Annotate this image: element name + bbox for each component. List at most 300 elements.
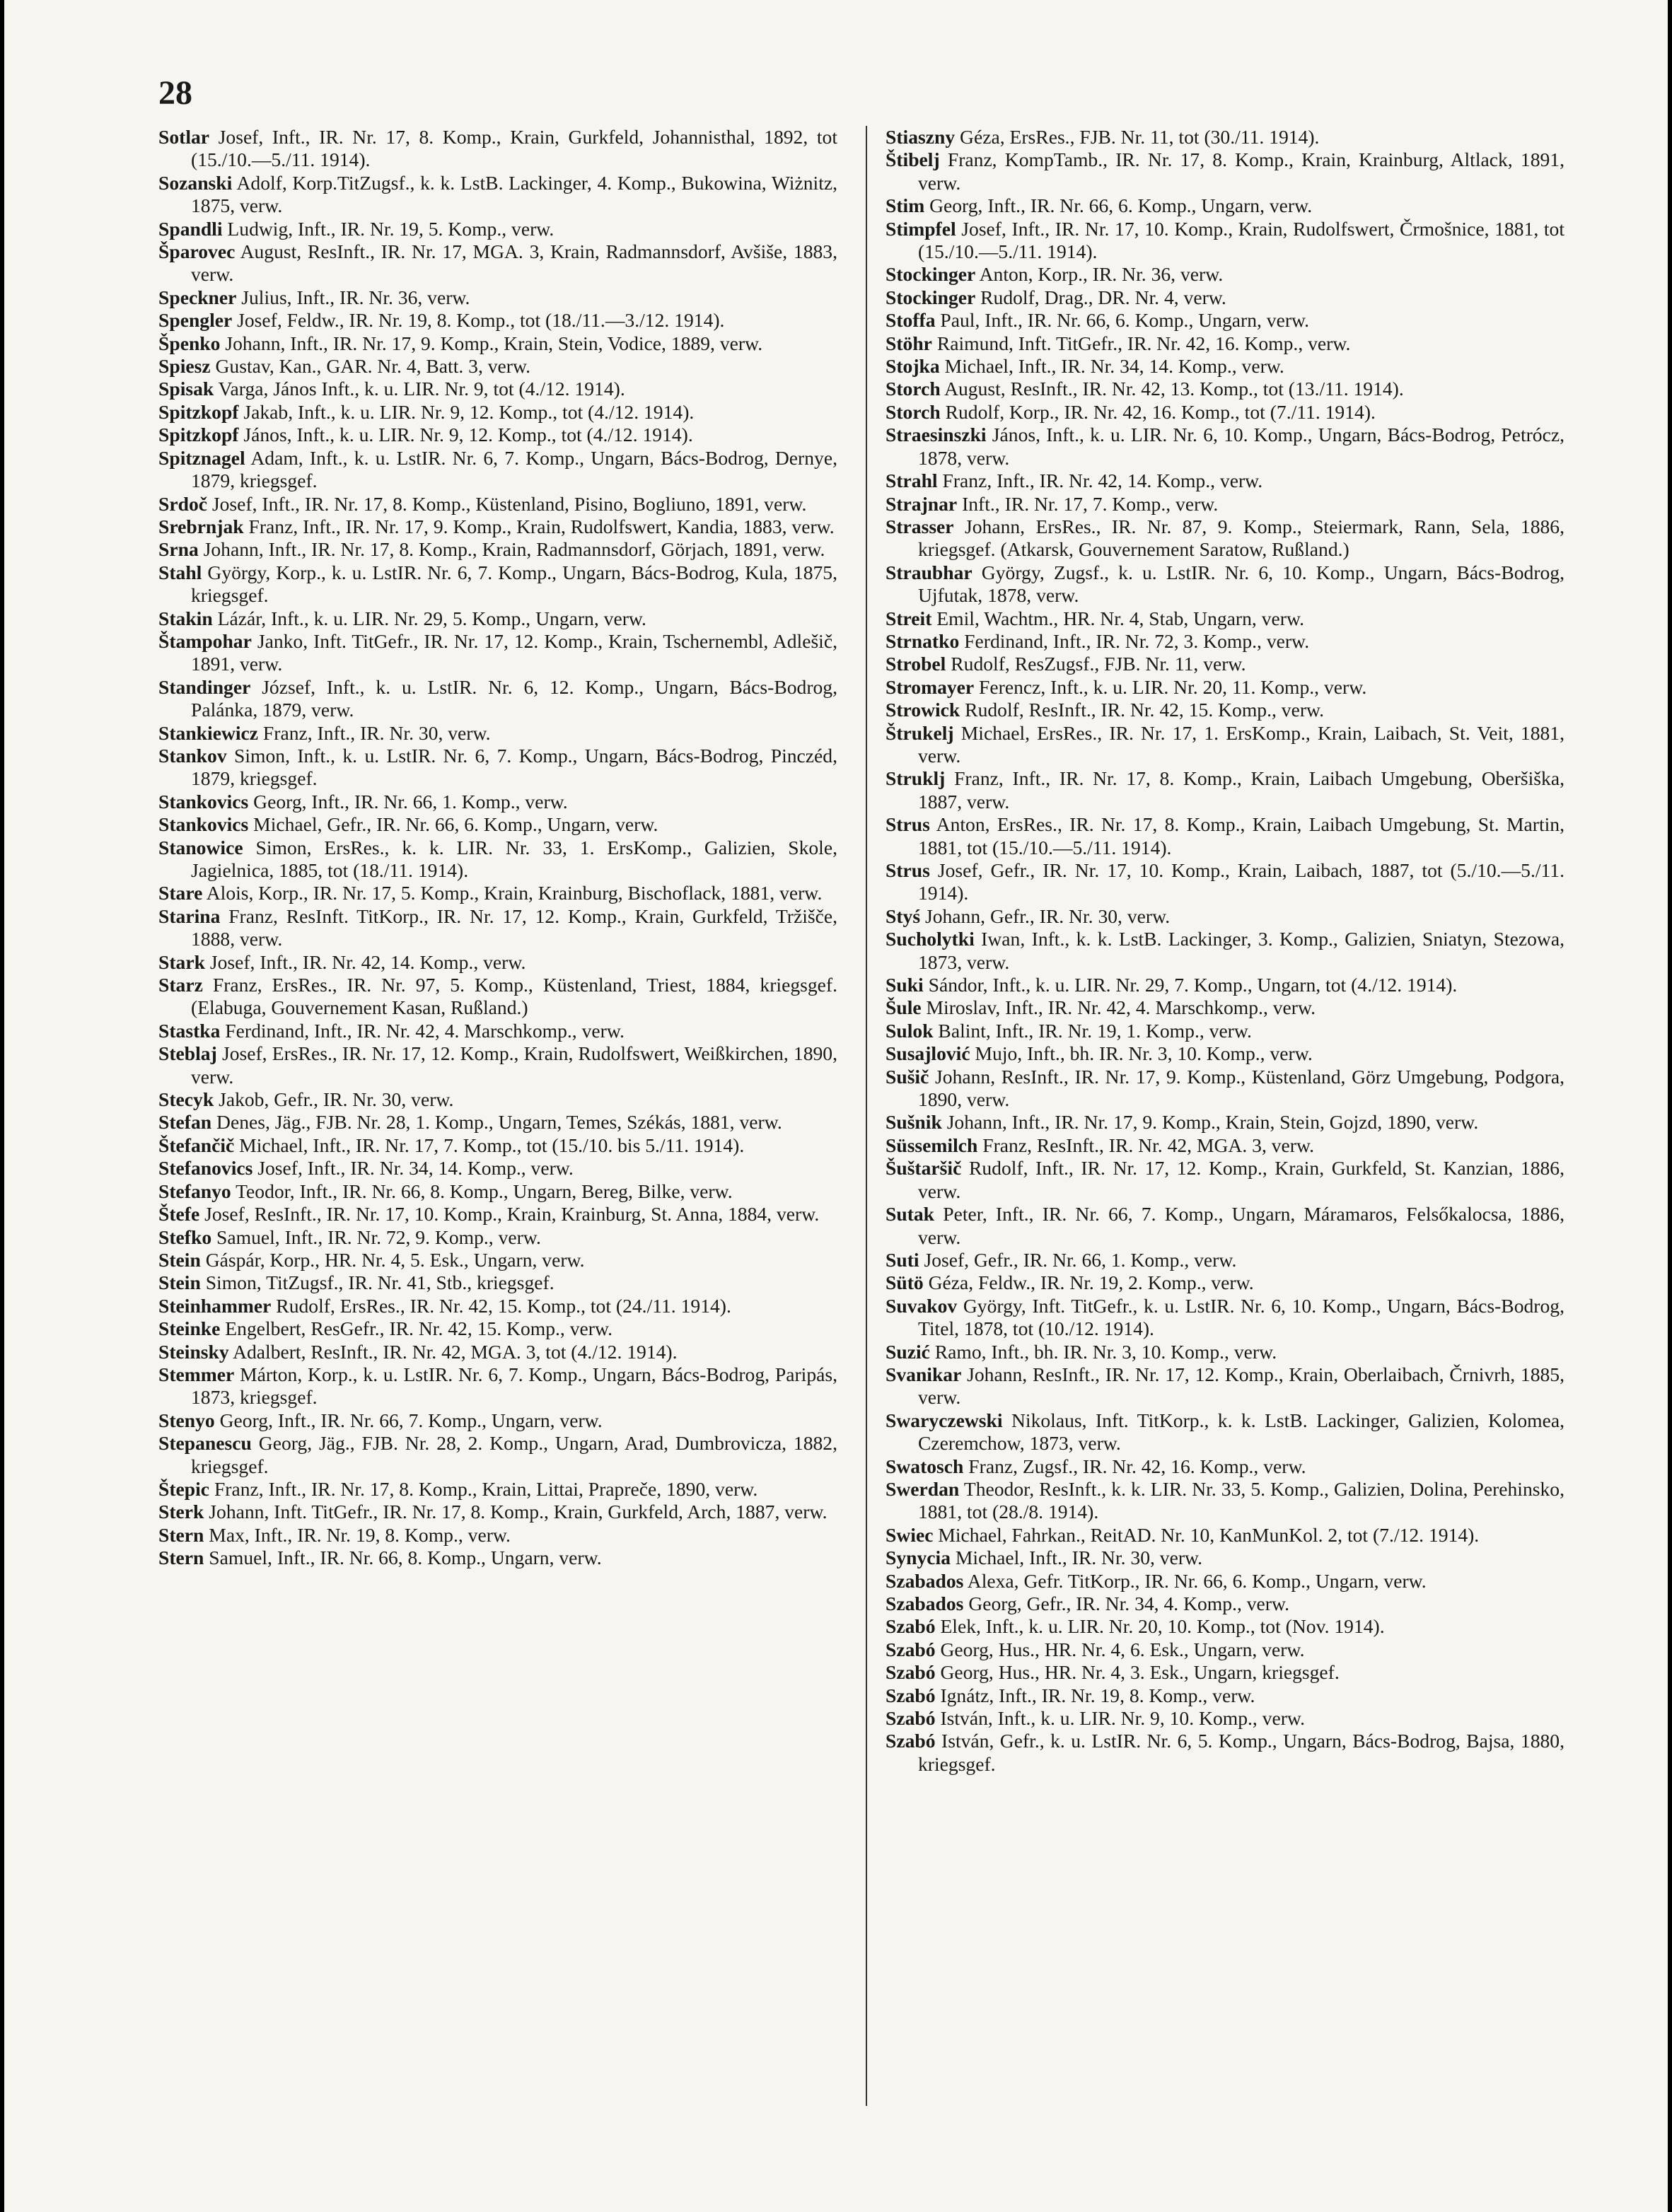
- entry-details: Anton, Korp., IR. Nr. 36, verw.: [975, 263, 1224, 286]
- entry-surname: Strobel: [886, 653, 946, 675]
- left-column: [158, 126, 837, 1570]
- list-entry: [158, 722, 837, 745]
- entry-details: August, ResInft., IR. Nr. 42, 13. Komp., tot (13./11. 1914).: [940, 378, 1404, 400]
- entry-surname: Sozanski: [158, 171, 233, 194]
- list-entry: [886, 1066, 1564, 1112]
- entry-surname: Stern: [158, 1547, 204, 1569]
- entry-surname: Štampohar: [158, 629, 252, 652]
- entry-surname: Sulok: [886, 1019, 934, 1042]
- entry-details: Ramo, Inft., bh. IR. Nr. 3, 10. Komp., verw.: [929, 1340, 1277, 1363]
- entry-details: Theodor, ResInft., k. k. LIR. Nr. 33, 5. Komp., Galizien, Dolina, Perehinsko, 1881, tot (28./8. 1914).: [918, 1477, 1564, 1523]
- list-entry: [158, 1409, 837, 1432]
- list-entry: [886, 722, 1564, 768]
- list-entry: [886, 1157, 1564, 1203]
- list-entry: [158, 1547, 837, 1569]
- entry-surname: Stefanovics: [158, 1157, 253, 1180]
- entry-surname: Stankovics: [158, 790, 249, 813]
- entry-surname: Strasser: [886, 515, 954, 537]
- list-entry: [886, 859, 1564, 905]
- entry-details: János, Inft., k. u. LIR. Nr. 9, 12. Komp., tot (4./12. 1914).: [238, 424, 693, 446]
- entry-details: Elek, Inft., k. u. LIR. Nr. 20, 10. Komp., tot (Nov. 1914).: [935, 1615, 1385, 1638]
- entry-surname: Špenko: [158, 332, 221, 354]
- list-entry: [886, 1547, 1564, 1569]
- entry-surname: Stepanescu: [158, 1432, 252, 1455]
- entry-surname: Steinsky: [158, 1340, 229, 1363]
- list-entry: [886, 1524, 1564, 1547]
- entry-surname: Strus: [886, 813, 930, 836]
- entry-details: Georg, Hus., HR. Nr. 4, 3. Esk., Ungarn, kriegsgef.: [935, 1661, 1340, 1684]
- entry-details: Franz, Inft., IR. Nr. 17, 8. Komp., Krain, Laibach Umgebung, Oberšiška, 1887, verw.: [918, 767, 1564, 813]
- entry-details: Ignátz, Inft., IR. Nr. 19, 8. Komp., verw.: [935, 1684, 1255, 1706]
- entry-details: György, Korp., k. u. LstIR. Nr. 6, 7. Komp., Ungarn, Bács-Bodrog, Kula, 1875, kriegsgef.: [191, 561, 837, 607]
- list-entry: [158, 1226, 837, 1249]
- entry-surname: Strahl: [886, 470, 938, 492]
- entry-surname: Stare: [158, 882, 203, 904]
- list-entry: [158, 1180, 837, 1203]
- entry-surname: Szabó: [886, 1638, 936, 1660]
- entry-surname: Stenyo: [158, 1409, 215, 1431]
- entry-details: Jakab, Inft., k. u. LIR. Nr. 9, 12. Komp., tot (4./12. 1914).: [238, 400, 695, 423]
- entry-surname: Srebrnjak: [158, 515, 244, 537]
- list-entry: [158, 1317, 837, 1340]
- list-entry: [158, 1363, 837, 1409]
- entry-details: Gáspár, Korp., HR. Nr. 4, 5. Esk., Ungarn, verw.: [200, 1248, 585, 1271]
- entry-details: Franz, Inft., IR. Nr. 17, 9. Komp., Krain, Rudolfswert, Kandia, 1883, verw.: [243, 515, 835, 537]
- list-entry: [158, 1203, 837, 1226]
- entry-details: Michael, Inft., IR. Nr. 30, verw.: [951, 1547, 1203, 1569]
- list-entry: [886, 1363, 1564, 1409]
- entry-details: Sándor, Inft., k. u. LIR. Nr. 29, 7. Komp., Ungarn, tot (4./12. 1914).: [923, 974, 1458, 996]
- entry-surname: Sotlar: [158, 126, 210, 148]
- list-entry: [886, 630, 1564, 653]
- entry-details: Josef, Inft., IR. Nr. 17, 8. Komp., Krain, Gurkfeld, Johannisthal, 1892, tot (15./10.—5./11. 1914).: [191, 126, 837, 171]
- list-entry: [158, 676, 837, 722]
- entry-details: Alexa, Gefr. TitKorp., IR. Nr. 66, 6. Komp., Ungarn, verw.: [963, 1569, 1427, 1592]
- entry-surname: Strus: [886, 859, 930, 881]
- list-entry: [886, 378, 1564, 400]
- list-entry: [886, 309, 1564, 332]
- entry-details: Josef, Inft., IR. Nr. 17, 10. Komp., Krain, Rudolfswert, Črmošnice, 1881, tot (15./10.—5./11. 1914).: [918, 217, 1564, 263]
- entry-details: Johann, ErsRes., IR. Nr. 87, 9. Komp., Steiermark, Rann, Sela, 1886, kriegsgef. (Atkarsk, Gouvernement Saratow, Rußland.): [918, 515, 1564, 561]
- list-entry: [886, 1111, 1564, 1134]
- entry-details: Gustav, Kan., GAR. Nr. 4, Batt. 3, verw.: [210, 355, 531, 378]
- entry-surname: Szabados: [886, 1569, 964, 1592]
- list-entry: [158, 1111, 837, 1134]
- entry-surname: Suki: [886, 974, 924, 996]
- entry-surname: Storch: [886, 400, 941, 423]
- list-entry: [886, 493, 1564, 516]
- entry-details: Rudolf, ResInft., IR. Nr. 42, 15. Komp., verw.: [960, 699, 1325, 721]
- list-entry: [886, 928, 1564, 974]
- list-entry: [158, 1432, 837, 1478]
- entry-details: Georg, Hus., HR. Nr. 4, 6. Esk., Ungarn, verw.: [935, 1638, 1305, 1660]
- entry-surname: Stark: [158, 950, 205, 973]
- list-entry: [886, 1707, 1564, 1730]
- entry-details: Michael, Inft., IR. Nr. 17, 7. Komp., tot (15./10. bis 5./11. 1914).: [234, 1134, 745, 1156]
- entry-details: Michael, ErsRes., IR. Nr. 17, 1. ErsKomp., Krain, Laibach, St. Veit, 1881, verw.: [918, 721, 1564, 767]
- entry-details: Georg, Inft., IR. Nr. 66, 7. Komp., Ungarn, verw.: [214, 1409, 603, 1431]
- list-entry: [158, 1249, 837, 1271]
- list-entry: [886, 767, 1564, 813]
- entry-details: Michael, Inft., IR. Nr. 34, 14. Komp., verw.: [939, 355, 1284, 378]
- entry-details: Josef, ResInft., IR. Nr. 17, 10. Komp., Krain, Krainburg, St. Anna, 1884, verw.: [199, 1203, 820, 1226]
- entry-surname: Synycia: [886, 1547, 951, 1569]
- entry-details: Nikolaus, Inft. TitKorp., k. k. LstB. Lackinger, Galizien, Kolomea, Czeremchow, 1873, verw.: [918, 1409, 1564, 1455]
- list-entry: [886, 355, 1564, 378]
- entry-details: Josef, ErsRes., IR. Nr. 17, 12. Komp., Krain, Rudolfswert, Weißkirchen, 1890, verw.: [191, 1042, 837, 1088]
- entry-details: Adolf, Korp.TitZugsf., k. k. LstB. Lackinger, 4. Komp., Bukowina, Wiżnitz, 1875, verw.: [191, 171, 837, 217]
- entry-details: Johann, Inft. TitGefr., IR. Nr. 17, 8. Komp., Krain, Gurkfeld, Arch, 1887, verw.: [204, 1501, 828, 1523]
- entry-details: August, ResInft., IR. Nr. 17, MGA. 3, Krain, Radmannsdorf, Avšiše, 1883, verw.: [191, 240, 837, 286]
- entry-details: György, Zugsf., k. u. LstIR. Nr. 6, 10. Komp., Ungarn, Bács-Bodrog, Ujfutak, 1878, verw.: [918, 561, 1564, 607]
- list-entry: [158, 332, 837, 355]
- list-entry: [886, 470, 1564, 492]
- list-entry: [886, 126, 1564, 149]
- entry-details: Varga, János Inft., k. u. LIR. Nr. 9, tot (4./12. 1914).: [214, 378, 625, 400]
- entry-details: Georg, Inft., IR. Nr. 66, 1. Komp., verw.: [248, 790, 568, 813]
- entry-surname: Szabó: [886, 1707, 936, 1730]
- list-entry: [886, 1593, 1564, 1615]
- right-column: [886, 126, 1564, 1776]
- list-entry: [886, 974, 1564, 996]
- entry-surname: Stromayer: [886, 675, 975, 698]
- list-entry: [158, 355, 837, 378]
- list-entry: [158, 951, 837, 974]
- entry-details: Josef, Feldw., IR. Nr. 19, 8. Komp., tot (18./11.—3./12. 1914).: [232, 309, 725, 332]
- entry-surname: Standinger: [158, 675, 251, 698]
- entry-details: Rudolf, ResZugsf., FJB. Nr. 11, verw.: [946, 653, 1246, 675]
- list-entry: [886, 1295, 1564, 1341]
- entry-details: Franz, Inft., IR. Nr. 42, 14. Komp., verw.: [937, 470, 1263, 492]
- list-entry: [158, 218, 837, 240]
- list-entry: [158, 240, 837, 286]
- list-entry: [158, 745, 837, 791]
- entry-details: Simon, TitZugsf., IR. Nr. 41, Stb., kriegsgef.: [200, 1271, 555, 1294]
- entry-details: Denes, Jäg., FJB. Nr. 28, 1. Komp., Ungarn, Temes, Székás, 1881, verw.: [211, 1111, 782, 1134]
- entry-surname: Stakin: [158, 607, 213, 629]
- entry-details: Josef, Inft., IR. Nr. 17, 8. Komp., Küstenland, Pisino, Bogliuno, 1891, verw.: [207, 492, 807, 515]
- entry-details: Franz, Zugsf., IR. Nr. 42, 16. Komp., verw.: [963, 1455, 1306, 1477]
- list-entry: [886, 1615, 1564, 1638]
- entry-details: Géza, ErsRes., FJB. Nr. 11, tot (30./11. 1914).: [955, 126, 1320, 148]
- entry-surname: Stim: [886, 194, 925, 217]
- entry-surname: Štefe: [158, 1203, 200, 1226]
- list-entry: [886, 263, 1564, 286]
- entry-details: Georg, Inft., IR. Nr. 66, 6. Komp., Ungarn, verw.: [924, 194, 1313, 217]
- entry-surname: Spitznagel: [158, 446, 245, 469]
- entry-details: István, Gefr., k. u. LstIR. Nr. 6, 5. Komp., Ungarn, Bács-Bodrog, Bajsa, 1880, kriegsgef.: [918, 1730, 1564, 1775]
- entry-surname: Swatosch: [886, 1455, 964, 1477]
- entry-details: Simon, ErsRes., k. k. LIR. Nr. 33, 1. ErsKomp., Galizien, Skole, Jagielnica, 1885, tot (18./11. 1914).: [191, 836, 837, 881]
- entry-surname: Stockinger: [886, 263, 976, 286]
- entry-surname: Storch: [886, 378, 941, 400]
- list-entry: [158, 126, 837, 172]
- entry-surname: Sušič: [886, 1065, 929, 1088]
- entry-surname: Stahl: [158, 561, 202, 583]
- entry-surname: Süssemilch: [886, 1134, 978, 1156]
- entry-surname: Spitzkopf: [158, 424, 239, 446]
- entry-surname: Stefanyo: [158, 1180, 231, 1202]
- entry-surname: Szabó: [886, 1615, 936, 1638]
- list-entry: [158, 607, 837, 630]
- entry-details: Inft., IR. Nr. 17, 7. Komp., verw.: [957, 492, 1219, 515]
- entry-details: József, Inft., k. u. LstIR. Nr. 6, 12. Komp., Ungarn, Bács-Bodrog, Palánka, 1879, verw.: [191, 675, 837, 721]
- entry-surname: Stastka: [158, 1019, 221, 1042]
- entry-details: Iwan, Inft., k. k. LstB. Lackinger, 3. Komp., Galizien, Sniatyn, Stezowa, 1873, verw.: [918, 928, 1564, 973]
- entry-details: Ferencz, Inft., k. u. LIR. Nr. 20, 11. Komp., verw.: [974, 675, 1367, 698]
- entry-details: Samuel, Inft., IR. Nr. 66, 8. Komp., Ungarn, verw.: [204, 1547, 602, 1569]
- entry-surname: Spandli: [158, 217, 223, 240]
- list-entry: [886, 218, 1564, 264]
- list-entry: [158, 1501, 837, 1523]
- entry-surname: Stanowice: [158, 836, 243, 858]
- entry-surname: Szabados: [886, 1593, 964, 1614]
- list-entry: [158, 538, 837, 561]
- list-entry: [886, 1661, 1564, 1684]
- entry-surname: Sutak: [886, 1203, 935, 1226]
- entry-details: Max, Inft., IR. Nr. 19, 8. Komp., verw.: [204, 1523, 511, 1546]
- entry-details: István, Inft., k. u. LIR. Nr. 9, 10. Komp., verw.: [935, 1707, 1305, 1730]
- list-entry: [886, 424, 1564, 470]
- entry-details: Josef, Gefr., IR. Nr. 66, 1. Komp., verw.: [919, 1248, 1237, 1271]
- list-entry: [886, 149, 1564, 194]
- entry-surname: Štepic: [158, 1477, 210, 1500]
- entry-surname: Stemmer: [158, 1363, 235, 1385]
- list-entry: [886, 561, 1564, 607]
- list-entry: [158, 401, 837, 424]
- list-entry: [158, 447, 837, 493]
- entry-surname: Straesinszki: [886, 424, 987, 446]
- list-entry: [158, 1295, 837, 1317]
- entry-details: Josef, Inft., IR. Nr. 42, 14. Komp., verw.: [204, 950, 526, 973]
- list-entry: [158, 1524, 837, 1547]
- entry-details: Franz, Inft., IR. Nr. 17, 8. Komp., Krain, Littai, Prapreče, 1890, verw.: [209, 1477, 758, 1500]
- list-entry: [886, 607, 1564, 630]
- list-entry: [158, 309, 837, 332]
- entry-surname: Szabó: [886, 1661, 936, 1684]
- list-entry: [158, 630, 837, 676]
- entry-surname: Susajlović: [886, 1042, 970, 1065]
- list-entry: [158, 1042, 837, 1088]
- entry-surname: Stiaszny: [886, 126, 956, 148]
- entry-details: Franz, Inft., IR. Nr. 30, verw.: [258, 721, 491, 744]
- entry-surname: Spiesz: [158, 355, 211, 378]
- entry-surname: Stojka: [886, 355, 940, 378]
- entry-details: Anton, ErsRes., IR. Nr. 17, 8. Komp., Krain, Laibach Umgebung, St. Martin, 1881, tot (15./10.—5./11. 1914).: [918, 813, 1564, 858]
- list-entry: [886, 1478, 1564, 1524]
- list-entry: [886, 1638, 1564, 1661]
- entry-surname: Steblaj: [158, 1042, 217, 1065]
- entry-details: Franz, ErsRes., IR. Nr. 97, 5. Komp., Küstenland, Triest, 1884, kriegsgef. (Elabuga, Gouvernement Kasan, Rußland.): [191, 974, 837, 1019]
- entry-details: Ferdinand, Inft., IR. Nr. 72, 3. Komp., verw.: [959, 629, 1310, 652]
- list-entry: [886, 813, 1564, 859]
- list-entry: [886, 1409, 1564, 1455]
- entry-details: Márton, Korp., k. u. LstIR. Nr. 6, 7. Komp., Ungarn, Bács-Bodrog, Paripás, 1873, kriegsgef.: [191, 1363, 837, 1409]
- entry-surname: Suvakov: [886, 1294, 958, 1317]
- entry-details: Franz, ResInft., IR. Nr. 42, MGA. 3, verw.: [977, 1134, 1315, 1156]
- list-entry: [158, 561, 837, 607]
- entry-details: Rudolf, Inft., IR. Nr. 17, 12. Komp., Krain, Gurkfeld, St. Kanzian, 1886, verw.: [918, 1157, 1564, 1202]
- entry-details: Johann, Inft., IR. Nr. 17, 8. Komp., Krain, Radmannsdorf, Görjach, 1891, verw.: [198, 538, 825, 561]
- entry-surname: Srna: [158, 538, 199, 561]
- entry-surname: Šparovec: [158, 240, 236, 263]
- entry-details: Samuel, Inft., IR. Nr. 72, 9. Komp., verw.: [211, 1226, 541, 1248]
- entry-surname: Štefančič: [158, 1134, 235, 1156]
- entry-surname: Swerdan: [886, 1477, 960, 1500]
- page-number: 28: [158, 74, 192, 112]
- entry-surname: Štrukelj: [886, 721, 954, 744]
- column-divider: [866, 126, 867, 2106]
- entry-surname: Štibelj: [886, 149, 940, 171]
- entry-surname: Spitzkopf: [158, 400, 239, 423]
- list-entry: [886, 996, 1564, 1019]
- entry-details: Franz, ResInft. TitKorp., IR. Nr. 17, 12. Komp., Krain, Gurkfeld, Tržišče, 1888, verw.: [191, 904, 837, 950]
- list-entry: [158, 905, 837, 951]
- entry-details: Rudolf, Korp., IR. Nr. 42, 16. Komp., tot (7./11. 1914).: [940, 400, 1376, 423]
- list-entry: [158, 813, 837, 836]
- entry-surname: Speckner: [158, 286, 237, 308]
- list-entry: [886, 905, 1564, 928]
- entry-surname: Šule: [886, 996, 922, 1019]
- list-entry: [158, 172, 837, 218]
- entry-details: Josef, Inft., IR. Nr. 34, 14. Komp., verw.: [252, 1157, 574, 1180]
- entry-details: Ludwig, Inft., IR. Nr. 19, 5. Komp., verw.: [222, 217, 555, 240]
- list-entry: [158, 424, 837, 446]
- list-entry: [886, 1134, 1564, 1157]
- entry-surname: Stankovics: [158, 813, 249, 836]
- entry-surname: Stimpfel: [886, 217, 956, 240]
- list-entry: [886, 653, 1564, 675]
- entry-details: Georg, Gefr., IR. Nr. 34, 4. Komp., verw.: [963, 1593, 1290, 1614]
- entry-details: Rudolf, Drag., DR. Nr. 4, verw.: [975, 286, 1226, 308]
- entry-details: Jakob, Gefr., IR. Nr. 30, verw.: [214, 1088, 454, 1111]
- entry-surname: Suti: [886, 1248, 919, 1271]
- list-entry: [886, 286, 1564, 309]
- entry-details: Mujo, Inft., bh. IR. Nr. 3, 10. Komp., verw.: [970, 1042, 1313, 1065]
- list-entry: [158, 1341, 837, 1363]
- entry-details: Peter, Inft., IR. Nr. 66, 7. Komp., Ungarn, Máramaros, Felsőkalocsa, 1886, verw.: [918, 1203, 1564, 1248]
- entry-details: Johann, ResInft., IR. Nr. 17, 9. Komp., Küstenland, Görz Umgebung, Podgora, 1890, verw.: [918, 1065, 1564, 1111]
- list-entry: [886, 1020, 1564, 1042]
- entry-details: Franz, KompTamb., IR. Nr. 17, 8. Komp., Krain, Krainburg, Altlack, 1891, verw.: [918, 149, 1564, 194]
- list-entry: [158, 493, 837, 516]
- list-entry: [886, 516, 1564, 561]
- entry-surname: Stecyk: [158, 1088, 214, 1111]
- list-entry: [886, 1249, 1564, 1271]
- entry-surname: Strowick: [886, 699, 960, 721]
- list-entry: [158, 378, 837, 400]
- list-entry: [886, 332, 1564, 355]
- entry-details: Miroslav, Inft., IR. Nr. 42, 4. Marschkomp., verw.: [921, 996, 1316, 1019]
- list-entry: [158, 516, 837, 538]
- entry-details: Paul, Inft., IR. Nr. 66, 6. Komp., Ungarn, verw.: [935, 309, 1310, 332]
- entry-surname: Strajnar: [886, 492, 958, 515]
- entry-details: Johann, ResInft., IR. Nr. 17, 12. Komp., Krain, Oberlaibach, Črnivrh, 1885, verw.: [918, 1363, 1564, 1409]
- entry-surname: Streit: [886, 607, 932, 629]
- entry-details: János, Inft., k. u. LIR. Nr. 6, 10. Komp., Ungarn, Bács-Bodrog, Petrócz, 1878, verw.: [918, 424, 1564, 469]
- entry-details: Johann, Inft., IR. Nr. 17, 9. Komp., Krain, Stein, Gojzd, 1890, verw.: [941, 1111, 1479, 1134]
- entry-details: Adalbert, ResInft., IR. Nr. 42, MGA. 3, tot (4./12. 1914).: [228, 1340, 678, 1363]
- entry-details: Johann, Inft., IR. Nr. 17, 9. Komp., Krain, Stein, Vodice, 1889, verw.: [220, 332, 763, 354]
- entry-details: Alois, Korp., IR. Nr. 17, 5. Komp., Krain, Krainburg, Bischoflack, 1881, verw.: [202, 882, 823, 904]
- entry-surname: Struklj: [886, 767, 946, 790]
- entry-surname: Stern: [158, 1523, 204, 1546]
- entry-details: Emil, Wachtm., HR. Nr. 4, Stab, Ungarn, verw.: [931, 607, 1304, 629]
- entry-surname: Swaryczewski: [886, 1409, 1003, 1431]
- list-entry: [158, 791, 837, 813]
- entry-details: Adam, Inft., k. u. LstIR. Nr. 6, 7. Komp., Ungarn, Bács-Bodrog, Dernye, 1879, kriegsgef.: [191, 446, 837, 492]
- entry-surname: Starz: [158, 974, 203, 996]
- entry-surname: Swiec: [886, 1523, 934, 1546]
- entry-details: Rudolf, ErsRes., IR. Nr. 42, 15. Komp., tot (24./11. 1914).: [271, 1294, 731, 1317]
- entry-surname: Sterk: [158, 1501, 204, 1523]
- entry-details: Lázár, Inft., k. u. LIR. Nr. 29, 5. Komp., Ungarn, verw.: [212, 607, 646, 629]
- list-entry: [158, 1157, 837, 1180]
- entry-surname: Suzić: [886, 1340, 930, 1363]
- entry-details: Johann, Gefr., IR. Nr. 30, verw.: [920, 904, 1171, 927]
- list-entry: [158, 1478, 837, 1501]
- entry-surname: Strnatko: [886, 629, 960, 652]
- list-entry: [886, 676, 1564, 699]
- entry-surname: Stoffa: [886, 309, 936, 332]
- entry-details: Georg, Jäg., FJB. Nr. 28, 2. Komp., Ungarn, Arad, Dumbrovicza, 1882, kriegsgef.: [191, 1432, 837, 1477]
- page: [4, 0, 1668, 2212]
- entry-details: Ferdinand, Inft., IR. Nr. 42, 4. Marschkomp., verw.: [220, 1019, 625, 1042]
- list-entry: [886, 699, 1564, 721]
- entry-details: Teodor, Inft., IR. Nr. 66, 8. Komp., Ungarn, Bereg, Bilke, verw.: [231, 1180, 733, 1202]
- entry-surname: Stein: [158, 1271, 201, 1294]
- list-entry: [886, 1341, 1564, 1363]
- entry-surname: Srdoč: [158, 492, 207, 515]
- entry-surname: Stefan: [158, 1111, 212, 1134]
- list-entry: [886, 1730, 1564, 1776]
- entry-surname: Straubhar: [886, 561, 973, 583]
- list-entry: [886, 1203, 1564, 1249]
- list-entry: [886, 194, 1564, 217]
- entry-surname: Starina: [158, 904, 221, 927]
- entry-surname: Svanikar: [886, 1363, 962, 1385]
- list-entry: [158, 1088, 837, 1111]
- entry-surname: Szabó: [886, 1684, 936, 1706]
- list-entry: [158, 286, 837, 309]
- list-entry: [886, 1042, 1564, 1065]
- entry-details: Simon, Inft., k. u. LstIR. Nr. 6, 7. Komp., Ungarn, Bács-Bodrog, Pinczéd, 1879, kriegsgef.: [191, 744, 837, 790]
- entry-details: Janko, Inft. TitGefr., IR. Nr. 17, 12. Komp., Krain, Tschernembl, Adlešič, 1891, verw.: [191, 629, 837, 675]
- list-entry: [158, 974, 837, 1020]
- entry-surname: Spengler: [158, 309, 233, 332]
- list-entry: [158, 1020, 837, 1042]
- entry-surname: Stefko: [158, 1226, 212, 1248]
- entry-details: György, Inft. TitGefr., k. u. LstIR. Nr. 6, 10. Komp., Ungarn, Bács-Bodrog, Titel, 1878, tot (10./12. 1914).: [918, 1294, 1564, 1340]
- entry-surname: Steinke: [158, 1317, 221, 1340]
- list-entry: [886, 401, 1564, 424]
- entry-surname: Sušnik: [886, 1111, 942, 1134]
- entry-details: Raimund, Inft. TitGefr., IR. Nr. 42, 16. Komp., verw.: [931, 332, 1351, 354]
- entry-surname: Sucholytki: [886, 928, 975, 950]
- list-entry: [886, 1570, 1564, 1593]
- entry-surname: Stöhr: [886, 332, 932, 354]
- list-entry: [886, 1684, 1564, 1707]
- entry-surname: Stein: [158, 1248, 201, 1271]
- entry-details: Julius, Inft., IR. Nr. 36, verw.: [236, 286, 470, 308]
- entry-surname: Spisak: [158, 378, 214, 400]
- list-entry: [158, 837, 837, 883]
- entry-surname: Stankov: [158, 744, 227, 767]
- entry-details: Engelbert, ResGefr., IR. Nr. 42, 15. Komp., verw.: [220, 1317, 613, 1340]
- entry-details: Géza, Feldw., IR. Nr. 19, 2. Komp., verw.: [923, 1271, 1254, 1294]
- list-entry: [158, 882, 837, 904]
- entry-details: Michael, Gefr., IR. Nr. 66, 6. Komp., Ungarn, verw.: [248, 813, 658, 836]
